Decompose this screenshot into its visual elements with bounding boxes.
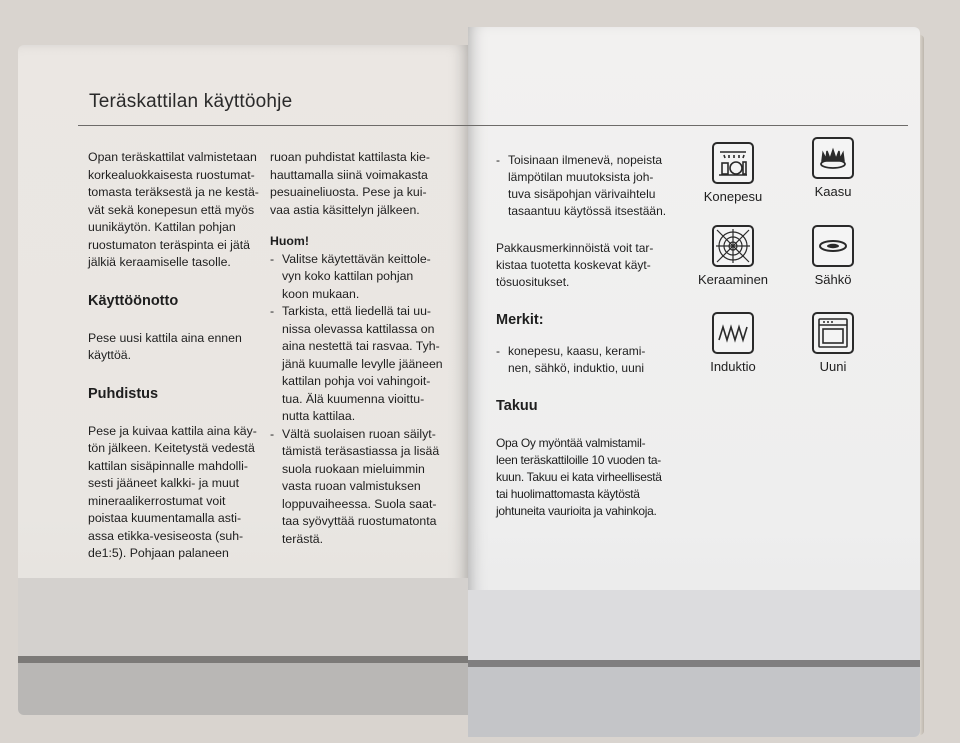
list-item: - Valitse käytettävän keittole- vyn koko kattilan pohjan koon mukaan. <box>270 251 455 304</box>
symbol-label: Uuni <box>819 359 847 374</box>
huom-list <box>270 251 455 549</box>
title-rule <box>468 125 908 126</box>
pakkaus-paragraph: Pakkausmerkinnöistä voit tar- kistaa tuotetta koskevat käyt- tösuositukset. <box>496 241 654 289</box>
takuu-paragraph: Opa Oy myöntää valmistamil- leen teräskattiloille 10 vuoden ta- kuun. Takuu ei kata virheellisestä tai huolimattomasta käytöstä johtuneita vaurioita ja vahinkoja. <box>496 436 662 518</box>
continued-list <box>496 152 676 220</box>
symbol-label: Keraaminen <box>697 272 769 287</box>
footer-band <box>468 590 920 660</box>
heading-merkit: Merkit: <box>496 312 544 328</box>
footer-band-lower <box>18 663 468 715</box>
footer-stripe <box>18 656 468 663</box>
symbol-keraaminen <box>688 225 778 287</box>
heading-puhdistus: Puhdistus <box>88 385 159 402</box>
title-rule <box>78 125 468 126</box>
merkit-list <box>496 343 676 377</box>
induction-coil-icon <box>712 312 754 354</box>
footer-band-lower <box>468 667 920 737</box>
document-title: Teräskattilan käyttöohje <box>89 91 293 112</box>
left-page <box>18 45 468 715</box>
symbol-label: Kaasu <box>814 184 852 199</box>
intro-paragraph: Opan teräskattilat valmistetaan korkealuokkaisesta ruostumat- tomasta teräksestä ja ne kestä- vät sekä konepesun että myös uunikäytön. Kattilan pohjan ruostumaton teräspinta ei jätä jälkiä keraamiselle tasolle. <box>88 150 259 269</box>
heading-takuu: Takuu <box>496 398 538 414</box>
oven-icon <box>812 312 854 354</box>
list-item: - Toisinaan ilmenevä, nopeista lämpötilan muutoksista joh- tuva sisäpohjan värivaihtelu tasaantuu käytössä itsestään. <box>496 152 676 220</box>
symbol-uuni <box>788 312 878 374</box>
right-column <box>496 152 676 520</box>
symbol-konepesu <box>688 142 778 204</box>
gas-flame-icon <box>812 137 854 179</box>
footer-stripe <box>468 660 920 667</box>
right-page <box>468 27 920 737</box>
left-column-1 <box>88 149 273 563</box>
kayttoonotto-paragraph: Pese uusi kattila aina ennen käyttöä. <box>88 330 242 362</box>
symbol-induktio <box>688 312 778 374</box>
ceramic-hob-icon <box>712 225 754 267</box>
list-item: - Tarkista, että liedellä tai uu- nissa olevassa kattilassa on aina nestettä tai rasvaa. Tyh- jänä kuumalle levylle jääneen kattilan pohja voi vahingoit- tua. Älä kuumenna vioittu- nutta kattilaa. <box>270 303 455 426</box>
symbol-sahko <box>788 225 878 287</box>
puhdistus-paragraph: Pese ja kuivaa kattila aina käy- tön jälkeen. Keitetystä vedestä kattilan sisäpinnalle mahdolli- sesti jääneet kalkki- ja muut mineraalikerrostumat voit poistaa kuumentamalla asti- assa etikka-vesiseosta (suh- de1:5). Pohjaan palaneen <box>88 423 257 560</box>
electric-plate-icon <box>812 225 854 267</box>
puhdistus-continued: ruoan puhdistat kattilasta kie- hauttamalla siinä voimakasta pesuaineliuosta. Pese ja kui- vaa astia käsittelyn jälkeen. <box>270 150 430 217</box>
symbol-kaasu <box>788 137 878 199</box>
symbol-label: Induktio <box>710 359 756 374</box>
symbol-grid <box>688 137 888 397</box>
footer-band <box>18 578 468 656</box>
symbol-label: Konepesu <box>703 189 763 204</box>
left-column-2 <box>270 149 455 548</box>
dishwasher-icon <box>712 142 754 184</box>
heading-kayttoonotto: Käyttöönotto <box>88 292 179 309</box>
heading-huom: Huom! <box>270 234 309 248</box>
list-item: - konepesu, kaasu, kerami- nen, sähkö, induktio, uuni <box>496 343 676 377</box>
symbol-label: Sähkö <box>814 272 852 287</box>
list-item: - Vältä suolaisen ruoan säilyt- tämistä teräsastiassa ja lisää suola ruokaan mieluimmin vasta ruoan valmistuksen loppuvaiheessa. Suola saat- taa syövyttää ruostumatonta terästä. <box>270 426 455 549</box>
